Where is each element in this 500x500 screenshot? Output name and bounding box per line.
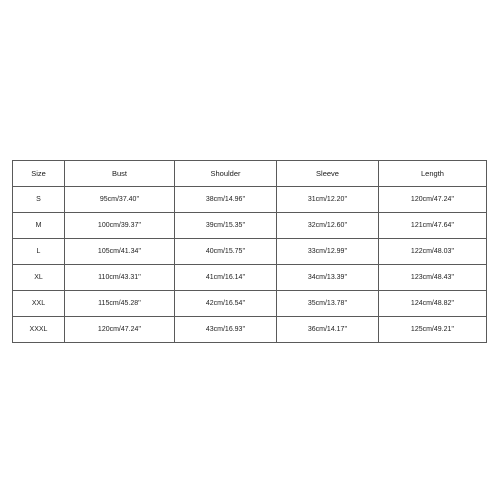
header-size: Size xyxy=(13,161,65,187)
cell-length: 121cm/47.64'' xyxy=(379,213,487,239)
table-row xyxy=(13,213,487,239)
cell-shoulder: 40cm/15.75'' xyxy=(175,239,277,265)
cell-length: 124cm/48.82'' xyxy=(379,291,487,317)
cell-sleeve: 34cm/13.39'' xyxy=(277,265,379,291)
cell-sleeve: 32cm/12.60'' xyxy=(277,213,379,239)
header-length: Length xyxy=(379,161,487,187)
cell-length: 120cm/47.24'' xyxy=(379,187,487,213)
cell-size: L xyxy=(13,239,65,265)
cell-bust: 95cm/37.40'' xyxy=(65,187,175,213)
cell-size: XXXL xyxy=(13,317,65,343)
cell-shoulder: 39cm/15.35'' xyxy=(175,213,277,239)
cell-sleeve: 36cm/14.17'' xyxy=(277,317,379,343)
table-row xyxy=(13,291,487,317)
cell-size: S xyxy=(13,187,65,213)
table-row xyxy=(13,239,487,265)
cell-shoulder: 43cm/16.93'' xyxy=(175,317,277,343)
cell-sleeve: 33cm/12.99'' xyxy=(277,239,379,265)
table-row xyxy=(13,317,487,343)
cell-shoulder: 42cm/16.54'' xyxy=(175,291,277,317)
cell-shoulder: 41cm/16.14'' xyxy=(175,265,277,291)
header-sleeve: Sleeve xyxy=(277,161,379,187)
cell-bust: 105cm/41.34'' xyxy=(65,239,175,265)
cell-length: 125cm/49.21'' xyxy=(379,317,487,343)
cell-bust: 100cm/39.37'' xyxy=(65,213,175,239)
cell-size: M xyxy=(13,213,65,239)
cell-bust: 120cm/47.24'' xyxy=(65,317,175,343)
header-bust: Bust xyxy=(65,161,175,187)
cell-shoulder: 38cm/14.96'' xyxy=(175,187,277,213)
cell-bust: 110cm/43.31'' xyxy=(65,265,175,291)
table-header-row xyxy=(13,161,487,187)
table-row xyxy=(13,265,487,291)
cell-size: XL xyxy=(13,265,65,291)
cell-sleeve: 35cm/13.78'' xyxy=(277,291,379,317)
cell-sleeve: 31cm/12.20'' xyxy=(277,187,379,213)
size-chart-table xyxy=(12,160,487,343)
cell-length: 122cm/48.03'' xyxy=(379,239,487,265)
cell-length: 123cm/48.43'' xyxy=(379,265,487,291)
header-shoulder: Shoulder xyxy=(175,161,277,187)
table-row xyxy=(13,187,487,213)
cell-bust: 115cm/45.28'' xyxy=(65,291,175,317)
cell-size: XXL xyxy=(13,291,65,317)
